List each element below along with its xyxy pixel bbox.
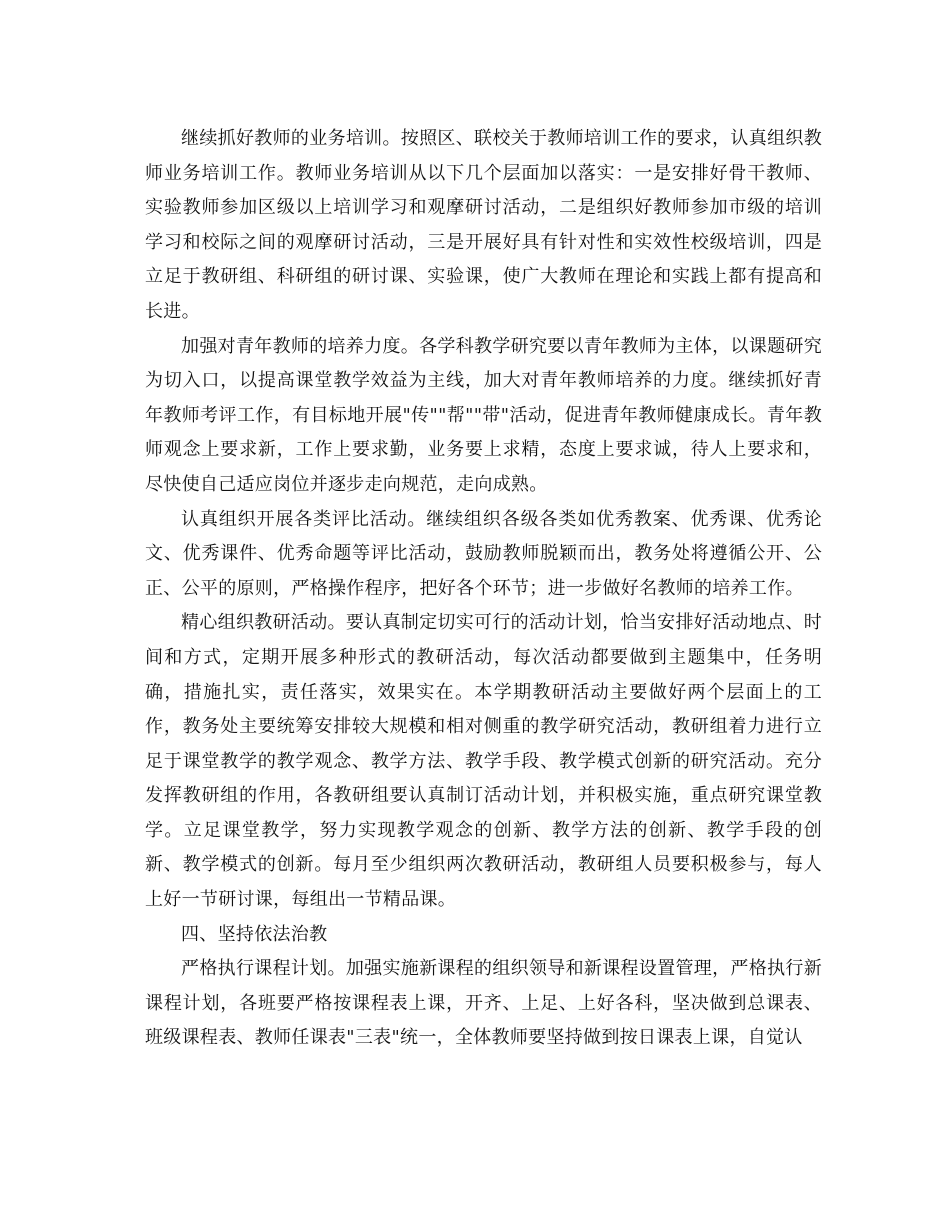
paragraph-curriculum-plan: 严格执行课程计划。加强实施新课程的组织领导和新课程设置管理，严格执行新课程计划，各班要严格按课程表上课，开齐、上足、上好各科，坚决做到总课表、班级课程表、教师任课表"三表"统一，全体教师要坚持做到按日课表上课，自觉认 (145, 958, 822, 1049)
paragraph-teacher-training: 继续抓好教师的业务培训。按照区、联校关于教师培训工作的要求，认真组织教师业务培训工作。教师业务培训从以下几个层面加以落实：一是安排好骨干教师、实验教师参加区级以上培训学习和观摩研讨活动，二是组织好教师参加市级的培训学习和校际之间的观摩研讨活动，三是开展好具有针对性和实效性校级培训，四是立足于教研组、科研组的研讨课、实验课，使广大教师在理论和实践上都有提高和长进。 (145, 128, 822, 322)
paragraph-teaching-research: 精心组织教研活动。要认真制定切实可行的活动计划，恰当安排好活动地点、时间和方式，定期开展多种形式的教研活动，每次活动都要做到主题集中，任务明确，措施扎实，责任落实，效果实在。本学期教研活动主要做好两个层面上的工作，教务处主要统筹安排较大规模和相对侧重的教学研究活动，教研组着力进行立足于课堂教学的教学观念、教学方法、教学手段、教学模式创新的研究活动。充分发挥教研组的作用，各教研组要认真制订活动计划，并积极实施，重点研究课堂教学。立足课堂教学，努力实现教学观念的创新、教学方法的创新、教学手段的创新、教学模式的创新。每月至少组织两次教研活动，教研组人员要积极参与，每人上好一节研讨课，每组出一节精品课。 (145, 612, 822, 911)
paragraph-evaluation-activities: 认真组织开展各类评比活动。继续组织各级各类如优秀教案、优秀课、优秀论文、优秀课件、优秀命题等评比活动，鼓励教师脱颖而出，教务处将遵循公开、公正、公平的原则，严格操作程序，把好各个环节；进一步做好名教师的培养工作。 (145, 508, 822, 599)
section-heading-law: 四、坚持依法治教 (181, 923, 328, 945)
paragraph-young-teachers: 加强对青年教师的培养力度。各学科教学研究要以青年教师为主体，以课题研究为切入口，以提高课堂教学效益为主线，加大对青年教师培养的力度。继续抓好青年教师考评工作，有目标地开展"传""帮""带"活动，促进青年教师健康成长。青年教师观念上要求新，工作上要求勤，业务要上求精，态度上要求诚，待人上要求和，尽快使自己适应岗位并逐步走向规范，走向成熟。 (145, 335, 822, 495)
